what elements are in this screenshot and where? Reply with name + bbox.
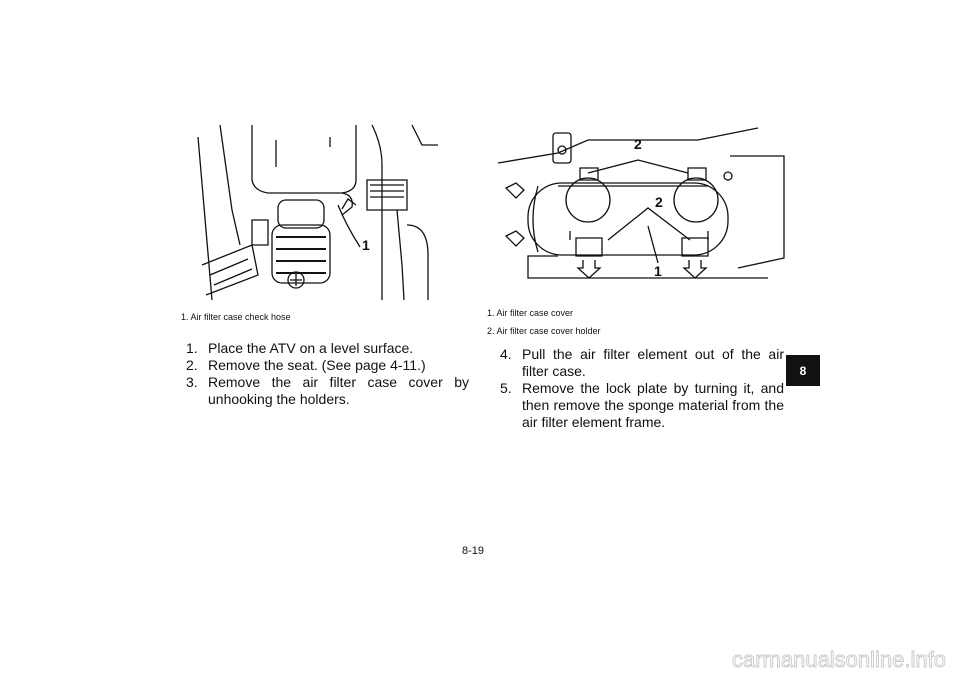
figure-case-cover (498, 128, 784, 290)
steps-list-left (186, 340, 469, 408)
step-item (500, 346, 784, 380)
step-text: Remove the air filter case cover by unhooking the holders. (208, 374, 469, 407)
callout-2-top: 2 (634, 136, 642, 152)
caption-item: 2. Air filter case cover holder (487, 326, 601, 336)
step-number: 4. (500, 346, 512, 362)
watermark (731, 645, 948, 673)
step-text: Place the ATV on a level surface. (208, 340, 414, 356)
callout-2-mid: 2 (655, 194, 663, 210)
step-number: 3. (186, 374, 198, 390)
step-number: 5. (500, 380, 512, 396)
caption-item: 1. Air filter case check hose (181, 312, 291, 322)
step-item (186, 357, 469, 374)
figure-caption-right (487, 304, 601, 340)
callout-1: 1 (654, 263, 662, 279)
step-item (186, 340, 469, 357)
chapter-tab: 8 (786, 355, 820, 386)
caption-item: 1. Air filter case cover (487, 308, 574, 318)
figure-caption-left (181, 308, 291, 326)
step-text: Pull the air filter element out of the air filter case. (522, 346, 784, 379)
step-item (186, 374, 469, 408)
callout-1: 1 (362, 237, 370, 253)
watermark-text: carmanualsonline.info (731, 647, 946, 672)
figure-check-hose (192, 125, 438, 300)
step-number: 1. (186, 340, 198, 356)
step-number: 2. (186, 357, 198, 373)
step-text: Remove the lock plate by turning it, and then remove the sponge material from the air filter element frame. (522, 380, 784, 430)
page-number: 8-19 (462, 545, 485, 557)
step-item (500, 380, 784, 431)
step-text: Remove the seat. (See page 4-11.) (208, 357, 426, 373)
steps-list-right (500, 346, 784, 431)
